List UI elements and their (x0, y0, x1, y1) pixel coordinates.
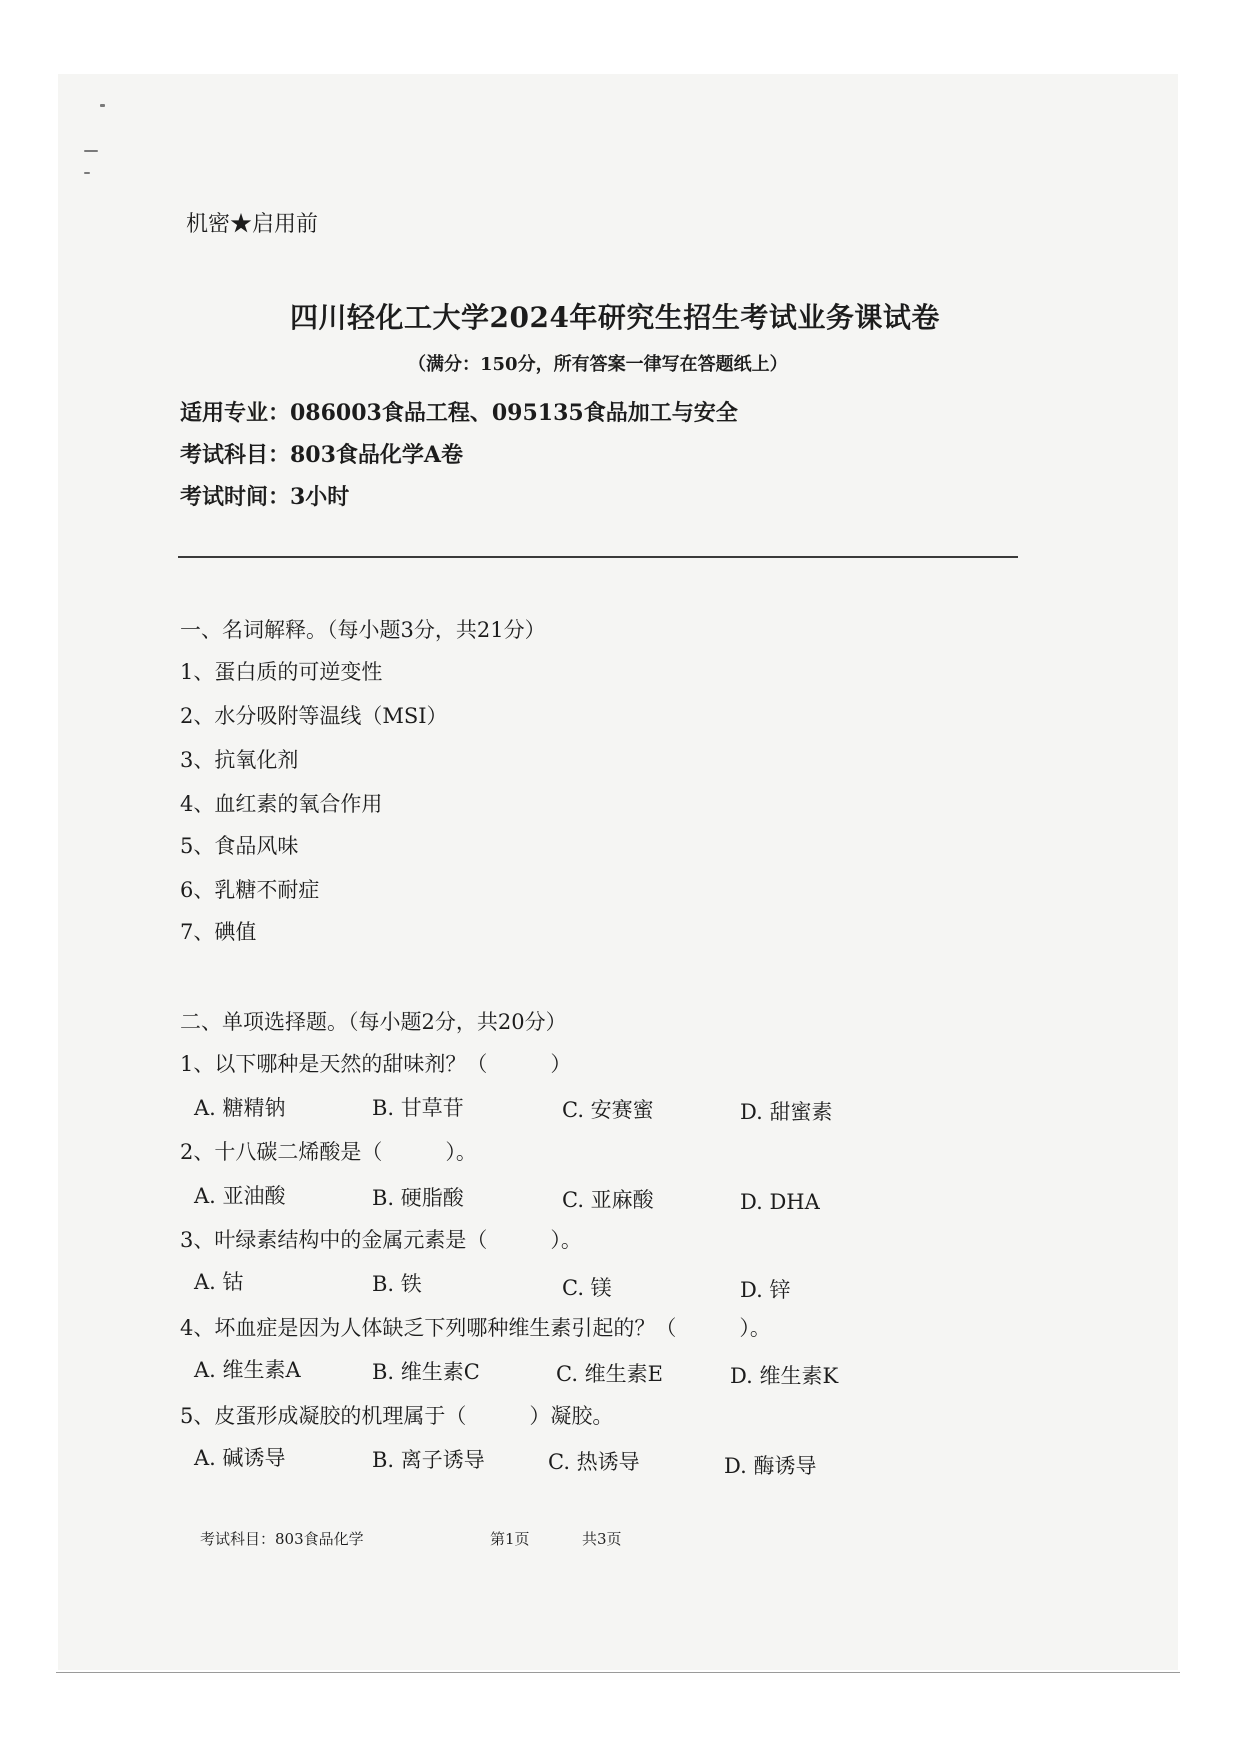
question-option: B. 硬脂酸 (372, 1186, 464, 1210)
scan-speck (84, 172, 90, 174)
confidential-mark: 机密★启用前 (186, 212, 319, 237)
section1-item: 6、乳糖不耐症 (180, 878, 320, 902)
section1-item: 5、食品风味 (180, 834, 299, 858)
question-option: C. 安赛蜜 (562, 1098, 654, 1122)
scan-speck (100, 104, 105, 107)
question-stem: 4、坏血症是因为人体缺乏下列哪种维生素引起的？（ ）。 (180, 1316, 771, 1340)
section1-item: 3、抗氧化剂 (180, 748, 299, 772)
question-option: D. 锌 (740, 1278, 791, 1302)
footer-page-total: 共3页 (582, 1530, 622, 1548)
question-option: C. 热诱导 (548, 1450, 640, 1474)
header-divider (178, 556, 1018, 558)
question-option: B. 维生素C (372, 1360, 480, 1384)
question-option: C. 镁 (562, 1276, 612, 1300)
section2-heading: 二、单项选择题。（每小题2分，共20分） (180, 1010, 567, 1034)
question-stem: 1、以下哪种是天然的甜味剂？（ ） (180, 1052, 572, 1076)
question-stem: 3、叶绿素结构中的金属元素是（ ）。 (180, 1228, 582, 1252)
question-option: B. 离子诱导 (372, 1448, 485, 1472)
question-option: A. 碱诱导 (194, 1446, 286, 1470)
question-option: C. 亚麻酸 (562, 1188, 654, 1212)
section1-heading: 一、名词解释。（每小题3分，共21分） (180, 618, 546, 642)
question-option: B. 铁 (372, 1272, 422, 1296)
question-option: B. 甘草苷 (372, 1096, 464, 1120)
footer-page-number: 第1页 (490, 1530, 530, 1548)
meta-subject: 考试科目：803食品化学A卷 (180, 442, 463, 468)
exam-title: 四川轻化工大学2024年研究生招生考试业务课试卷 (290, 301, 940, 334)
footer-subject: 考试科目：803食品化学 (200, 1530, 364, 1548)
question-option: D. 甜蜜素 (740, 1100, 833, 1124)
question-option: A. 糖精钠 (194, 1096, 286, 1120)
exam-note: （满分：150分，所有答案一律写在答题纸上） (408, 354, 788, 375)
question-option: D. 维生素K (730, 1364, 839, 1388)
section1-item: 7、碘值 (180, 920, 257, 944)
section1-item: 4、血红素的氧合作用 (180, 792, 383, 816)
section1-item: 2、水分吸附等温线（MSI） (180, 704, 448, 728)
question-stem: 2、十八碳二烯酸是（ ）。 (180, 1140, 477, 1164)
question-option: A. 钴 (194, 1270, 244, 1294)
scan-edge-line (56, 1672, 1180, 1673)
question-option: A. 维生素A (194, 1358, 301, 1382)
meta-major: 适用专业：086003食品工程、095135食品加工与安全 (180, 400, 738, 426)
question-option: A. 亚油酸 (194, 1184, 286, 1208)
question-stem: 5、皮蛋形成凝胶的机理属于（ ）凝胶。 (180, 1404, 614, 1428)
question-option: C. 维生素E (556, 1362, 663, 1386)
meta-duration: 考试时间：3小时 (180, 484, 350, 510)
scan-speck (84, 150, 98, 152)
section1-item: 1、蛋白质的可逆变性 (180, 660, 383, 684)
question-option: D. 酶诱导 (724, 1454, 817, 1478)
question-option: D. DHA (740, 1190, 820, 1214)
